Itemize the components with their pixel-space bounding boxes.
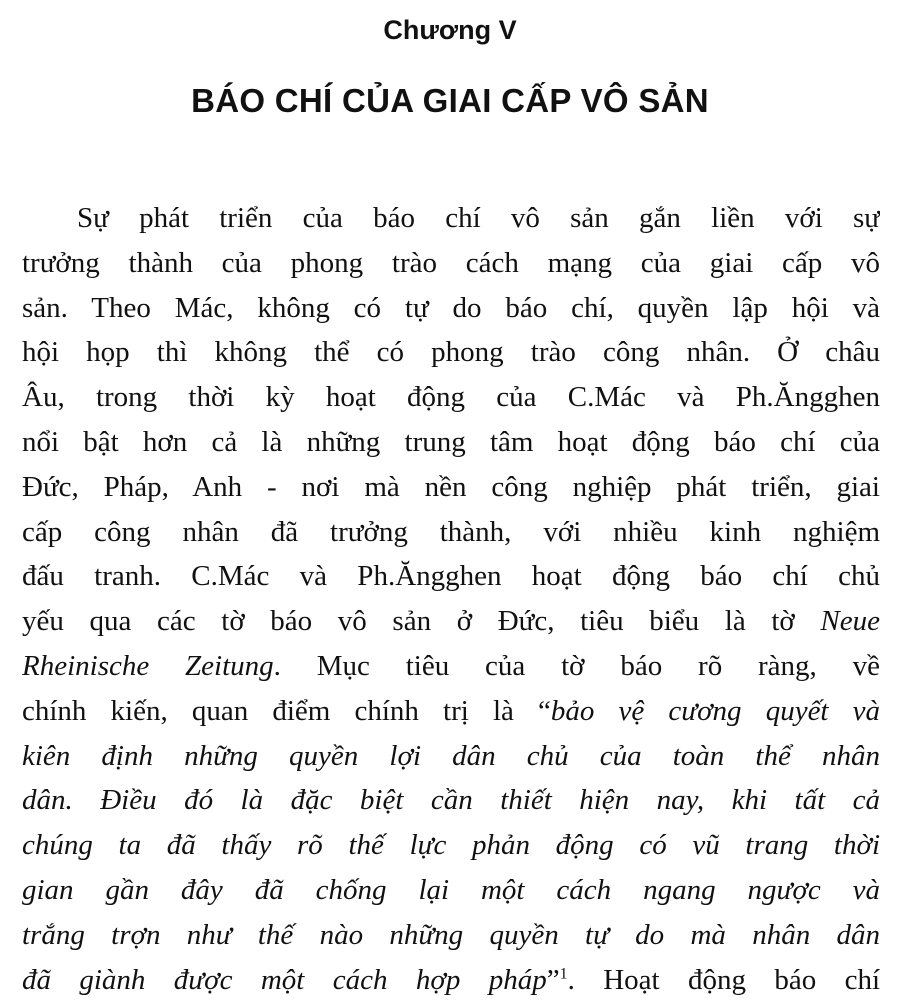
body-paragraph (22, 196, 880, 1002)
text-line-4: hội họp thì không thể có phong trào công nhân. Ở châu (22, 336, 880, 369)
text-line-1: Sự phát triển của báo chí vô sản gắn liền với sự (77, 202, 880, 234)
quote-start: bảo vệ cương quyết và (550, 694, 880, 727)
text-line-14: dân. Điều đó là đặc biệt cần thiết hiện nay, khi tất cả (22, 784, 880, 817)
text-line-3: sản. Theo Mác, không có tự do báo chí, quyền lập hội và (22, 291, 880, 324)
text-line-7: Đức, Pháp, Anh - nơi mà nền công nghiệp phát triển, giai (22, 470, 880, 503)
newspaper-name-part-1: Neue (820, 605, 880, 638)
quote-end: đã giành được một cách hợp pháp (22, 963, 547, 996)
text-line-11-plain: . Mục tiêu của tờ báo rõ ràng, về (273, 649, 880, 682)
chapter-title: BÁO CHÍ CỦA GIAI CẤP VÔ SẢN (191, 82, 709, 119)
chapter-label: Chương V (383, 15, 517, 45)
text-line-2: trưởng thành của phong trào cách mạng của giai cấp vô (22, 246, 880, 279)
text-line-10-plain: yếu qua các tờ báo vô sản ở Đức, tiêu biểu là tờ (22, 605, 795, 638)
text-line-16: gian gần đây đã chống lại một cách ngang ngược và (22, 873, 880, 906)
text-line-12-plain: chính kiến, quan điểm chính trị là “ (22, 694, 551, 727)
text-line-6: nổi bật hơn cả là những trung tâm hoạt động báo chí của (22, 425, 880, 458)
text-line-18-plain: . Hoạt động báo chí (567, 963, 880, 996)
text-line-13: kiên định những quyền lợi dân chủ của toàn thể nhân (22, 739, 880, 772)
text-line-9: đấu tranh. C.Mác và Ph.Ăngghen hoạt động báo chí chủ (22, 560, 880, 593)
text-line-8: cấp công nhân đã trưởng thành, với nhiều kinh nghiệm (22, 515, 880, 548)
text-line-15: chúng ta đã thấy rõ thế lực phản động có vũ trang thời (22, 829, 880, 862)
newspaper-name-part-2: Rheinische Zeitung (22, 649, 274, 682)
text-line-10 (22, 599, 880, 644)
close-quote: ” (546, 963, 560, 996)
text-line-17: trắng trợn như thế nào những quyền tự do mà nhân dân (22, 918, 880, 951)
text-line-5: Âu, trong thời kỳ hoạt động của C.Mác và Ph.Ăngghen (22, 381, 880, 414)
text-line-12 (22, 689, 880, 734)
footnote-ref[interactable]: 1 (559, 964, 568, 982)
text-line-18 (22, 958, 880, 1002)
text-line-11 (22, 644, 880, 689)
